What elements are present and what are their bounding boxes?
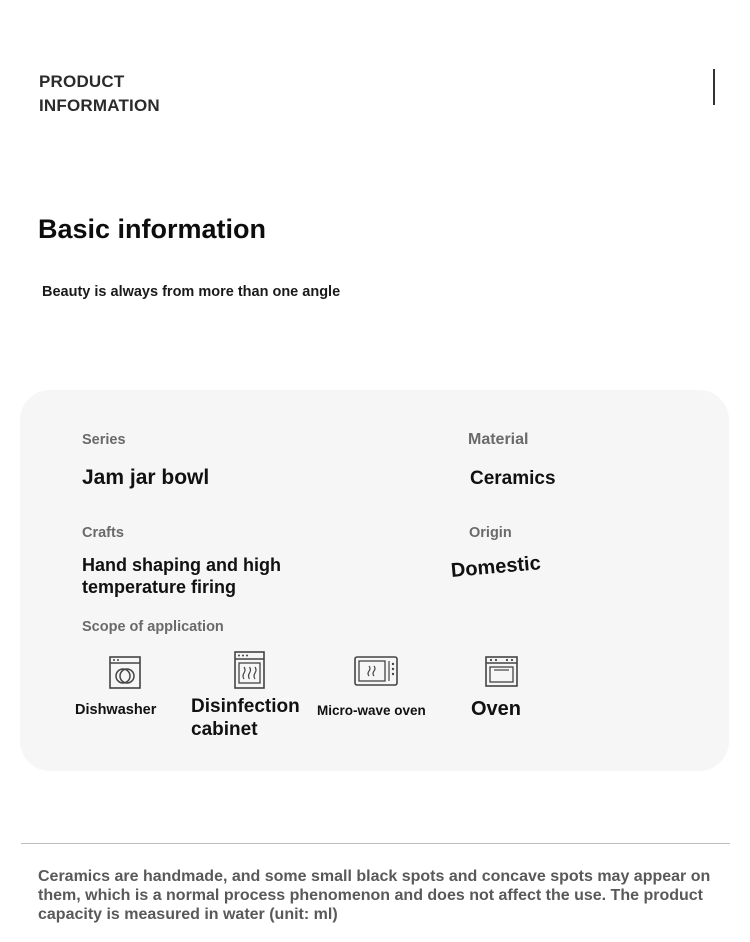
header-title-line2: INFORMATION xyxy=(39,96,160,115)
crafts-value-line2: temperature firing xyxy=(82,577,237,597)
oven-icon xyxy=(485,656,518,687)
section-subtitle: Beauty is always from more than one angle xyxy=(42,284,341,300)
header-title-line1: PRODUCT xyxy=(39,72,125,91)
material-value: Ceramics xyxy=(470,468,556,489)
origin-label: Origin xyxy=(469,525,512,541)
info-card xyxy=(20,390,729,771)
section-title: Basic information xyxy=(38,214,267,244)
application-oven-label: Oven xyxy=(471,698,522,720)
origin-value: Domestic xyxy=(449,552,542,582)
series-label: Series xyxy=(82,432,126,448)
series-value: Jam jar bowl xyxy=(82,466,210,489)
divider xyxy=(21,843,730,844)
disinfection-cabinet-icon xyxy=(234,651,265,689)
application-dishwasher-label: Dishwasher xyxy=(75,702,157,718)
crafts-label: Crafts xyxy=(82,525,124,541)
header-vertical-rule xyxy=(713,69,715,105)
application-disinfection-cabinet-line2: cabinet xyxy=(191,719,258,740)
scope-label: Scope of application xyxy=(82,619,224,635)
crafts-value xyxy=(82,554,281,598)
crafts-value-line1: Hand shaping and high xyxy=(82,555,281,575)
material-label: Material xyxy=(468,431,529,448)
application-disinfection-cabinet-label xyxy=(191,695,300,741)
microwave-oven-icon xyxy=(354,656,398,686)
dishwasher-icon xyxy=(109,656,141,689)
care-note: Ceramics are handmade, and some small black spots and concave spots may appear on them, which is a normal process phenomenon and does not affect the use. The product capacity is measured in water (unit: ml) xyxy=(38,868,711,923)
application-microwave-oven-label: Micro-wave oven xyxy=(317,703,426,718)
header-title xyxy=(39,70,160,118)
application-disinfection-cabinet-line1: Disinfection xyxy=(191,696,300,717)
